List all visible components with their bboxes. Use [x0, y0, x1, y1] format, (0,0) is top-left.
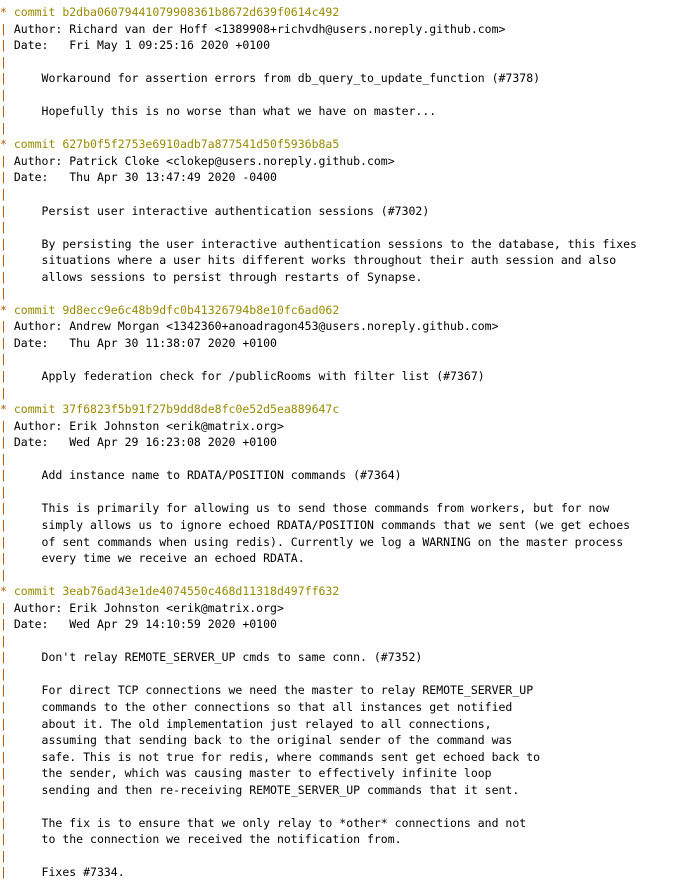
log-line: [0, 434, 692, 451]
commit-date: Date: Thu Apr 30 11:38:07 2020 +0100: [13, 335, 277, 350]
log-line: [0, 864, 692, 881]
commit-message-line: Apply federation check for /publicRooms with filter list (#7367): [13, 369, 485, 384]
commit-hash[interactable]: 3eab76ad43e1de4074550c468d11318d497ff632: [62, 584, 340, 599]
graph-commit-node-icon: *: [0, 584, 14, 599]
graph-branch-line-icon: |: [0, 501, 14, 516]
log-line: [0, 136, 692, 153]
log-line: [0, 848, 692, 865]
log-line: [0, 716, 692, 733]
log-line: [0, 21, 692, 38]
graph-branch-line-icon: |: [0, 617, 14, 632]
graph-branch-line-icon: |: [0, 716, 14, 731]
graph-branch-line-icon: |: [0, 54, 14, 69]
graph-branch-line-icon: |: [0, 567, 14, 582]
log-line: [0, 798, 692, 815]
graph-branch-line-icon: |: [0, 269, 14, 284]
graph-branch-line-icon: |: [0, 253, 14, 268]
commit-message-line: every time we receive an echoed RDATA.: [13, 551, 305, 566]
log-line: [0, 103, 692, 120]
commit-date: Date: Thu Apr 30 13:47:49 2020 -0400: [13, 170, 277, 185]
commit-hash[interactable]: 37f6823f5b91f27b9dd8de8fc0e52d5ea889647c: [62, 402, 340, 417]
log-line: [0, 732, 692, 749]
log-line: [0, 368, 692, 385]
graph-branch-line-icon: |: [0, 766, 14, 781]
log-line: [0, 302, 692, 319]
log-line: [0, 37, 692, 54]
commit-message-line: the sender, which was causing master to effectively infinite loop: [13, 766, 492, 781]
graph-branch-line-icon: |: [0, 352, 14, 367]
log-line: [0, 467, 692, 484]
graph-branch-line-icon: |: [0, 319, 14, 334]
commit-message-line: assuming that sending back to the original sender of the command was: [13, 733, 513, 748]
graph-branch-line-icon: |: [0, 782, 14, 797]
commit-message-line: For direct TCP connections we need the master to relay REMOTE_SERVER_UP: [13, 683, 534, 698]
log-line: [0, 219, 692, 236]
log-line: [0, 534, 692, 551]
log-line: [0, 186, 692, 203]
commit-message-line: Don't relay REMOTE_SERVER_UP cmds to same conn. (#7352): [13, 650, 423, 665]
graph-branch-line-icon: |: [0, 799, 14, 814]
log-line: [0, 87, 692, 104]
log-line: [0, 236, 692, 253]
graph-branch-line-icon: |: [0, 187, 14, 202]
commit-hash[interactable]: 9d8ecc9e6c48b9dfc0b41326794b8e10fc6ad062: [62, 302, 340, 317]
commit-message-line: about it. The old implementation just relayed to all connections,: [13, 716, 492, 731]
log-line: [0, 451, 692, 468]
graph-branch-line-icon: |: [0, 21, 14, 36]
log-line: [0, 765, 692, 782]
log-line: [0, 815, 692, 832]
graph-branch-line-icon: |: [0, 220, 14, 235]
log-line: [0, 269, 692, 286]
graph-branch-line-icon: |: [0, 38, 14, 53]
commit-keyword: commit: [13, 584, 63, 599]
log-line: [0, 169, 692, 186]
commit-message-line: Add instance name to RDATA/POSITION commands (#7364): [13, 468, 402, 483]
log-line: [0, 401, 692, 418]
commit-message-line: sending and then re-receiving REMOTE_SERVER_UP commands that it sent.: [13, 782, 520, 797]
log-line: [0, 418, 692, 435]
commit-message-line: Persist user interactive authentication sessions (#7302): [13, 203, 430, 218]
commit-author: Author: Erik Johnston <erik@matrix.org>: [13, 600, 284, 615]
log-line: [0, 252, 692, 269]
graph-commit-node-icon: *: [0, 5, 14, 19]
commit-hash[interactable]: b2dba06079441079908361b8672d639f0614c492: [62, 5, 340, 19]
graph-branch-line-icon: |: [0, 203, 14, 218]
graph-branch-line-icon: |: [0, 286, 14, 301]
graph-branch-line-icon: |: [0, 517, 14, 532]
log-line: [0, 567, 692, 584]
graph-branch-line-icon: |: [0, 683, 14, 698]
graph-branch-line-icon: |: [0, 369, 14, 384]
graph-branch-line-icon: |: [0, 484, 14, 499]
commit-keyword: commit: [13, 302, 63, 317]
log-line: [0, 782, 692, 799]
log-line: [0, 385, 692, 402]
graph-commit-node-icon: *: [0, 137, 14, 152]
graph-branch-line-icon: |: [0, 832, 14, 847]
commit-message-line: of sent commands when using redis). Currently we log a WARNING on the master process: [13, 534, 624, 549]
graph-branch-line-icon: |: [0, 699, 14, 714]
commit-author: Author: Erik Johnston <erik@matrix.org>: [13, 418, 284, 433]
log-line: [0, 285, 692, 302]
log-line: [0, 583, 692, 600]
log-line: [0, 335, 692, 352]
commit-author: Author: Andrew Morgan <1342360+anoadragon453@users.noreply.github.com>: [13, 319, 499, 334]
log-line: [0, 351, 692, 368]
log-line: [0, 682, 692, 699]
commit-date: Date: Fri May 1 09:25:16 2020 +0100: [13, 38, 271, 53]
log-line: [0, 54, 692, 71]
commit-keyword: commit: [13, 5, 63, 19]
graph-branch-line-icon: |: [0, 120, 14, 135]
graph-branch-line-icon: |: [0, 170, 14, 185]
log-line: [0, 484, 692, 501]
commit-message-line: By persisting the user interactive authentication sessions to the database, this fixes: [13, 236, 637, 251]
commit-message-line: allows sessions to persist through restarts of Synapse.: [13, 269, 423, 284]
graph-branch-line-icon: |: [0, 865, 14, 880]
log-line: [0, 70, 692, 87]
commit-keyword: commit: [13, 402, 63, 417]
log-line: [0, 666, 692, 683]
graph-branch-line-icon: |: [0, 534, 14, 549]
graph-branch-line-icon: |: [0, 650, 14, 665]
graph-branch-line-icon: |: [0, 335, 14, 350]
graph-branch-line-icon: |: [0, 87, 14, 102]
commit-hash[interactable]: 627b0f5f2753e6910adb7a877541d50f5936b8a5: [62, 137, 340, 152]
graph-branch-line-icon: |: [0, 848, 14, 863]
graph-branch-line-icon: |: [0, 451, 14, 466]
commit-author: Author: Patrick Cloke <clokep@users.noreply.github.com>: [13, 153, 395, 168]
commit-message-line: This is primarily for allowing us to send those commands from workers, but for now: [13, 501, 610, 516]
graph-branch-line-icon: |: [0, 468, 14, 483]
commit-message-line: commands to the other connections so that all instances get notified: [13, 699, 513, 714]
commit-message-line: situations where a user hits different works throughout their auth session and also: [13, 253, 617, 268]
log-line: [0, 120, 692, 137]
graph-branch-line-icon: |: [0, 435, 14, 450]
log-line: [0, 517, 692, 534]
log-line: [0, 203, 692, 220]
graph-branch-line-icon: |: [0, 666, 14, 681]
commit-message-line: Fixes #7334.: [13, 865, 125, 880]
log-line: [0, 550, 692, 567]
graph-commit-node-icon: *: [0, 402, 14, 417]
graph-branch-line-icon: |: [0, 551, 14, 566]
log-line: [0, 749, 692, 766]
graph-branch-line-icon: |: [0, 153, 14, 168]
commit-message-line: Hopefully this is no worse than what we have on master...: [13, 104, 437, 119]
graph-branch-line-icon: |: [0, 749, 14, 764]
log-line: [0, 318, 692, 335]
log-line: [0, 649, 692, 666]
commit-message-line: safe. This is not true for redis, where commands sent get echoed back to: [13, 749, 541, 764]
graph-branch-line-icon: |: [0, 815, 14, 830]
commit-message-line: to the connection we received the notification from.: [13, 832, 402, 847]
commit-date: Date: Wed Apr 29 16:23:08 2020 +0100: [13, 435, 277, 450]
graph-branch-line-icon: |: [0, 71, 14, 86]
graph-branch-line-icon: |: [0, 633, 14, 648]
commit-message-line: The fix is to ensure that we only relay to *other* connections and not: [13, 815, 527, 830]
graph-commit-node-icon: *: [0, 302, 14, 317]
log-line: [0, 831, 692, 848]
graph-branch-line-icon: |: [0, 600, 14, 615]
commit-message-line: Workaround for assertion errors from db_query_to_update_function (#7378): [13, 71, 541, 86]
graph-branch-line-icon: |: [0, 236, 14, 251]
commit-message-line: simply allows us to ignore echoed RDATA/POSITION commands that we sent (we get echoes: [13, 517, 631, 532]
commit-date: Date: Wed Apr 29 14:10:59 2020 +0100: [13, 617, 277, 632]
graph-branch-line-icon: |: [0, 104, 14, 119]
log-line: [0, 4, 692, 21]
log-line: [0, 616, 692, 633]
commit-keyword: commit: [13, 137, 63, 152]
log-line: [0, 500, 692, 517]
log-line: [0, 153, 692, 170]
log-line: [0, 633, 692, 650]
log-line: [0, 600, 692, 617]
commit-author: Author: Richard van der Hoff <1389908+richvdh@users.noreply.github.com>: [13, 21, 506, 36]
graph-branch-line-icon: |: [0, 733, 14, 748]
graph-branch-line-icon: |: [0, 418, 14, 433]
graph-branch-line-icon: |: [0, 385, 14, 400]
log-line: [0, 699, 692, 716]
